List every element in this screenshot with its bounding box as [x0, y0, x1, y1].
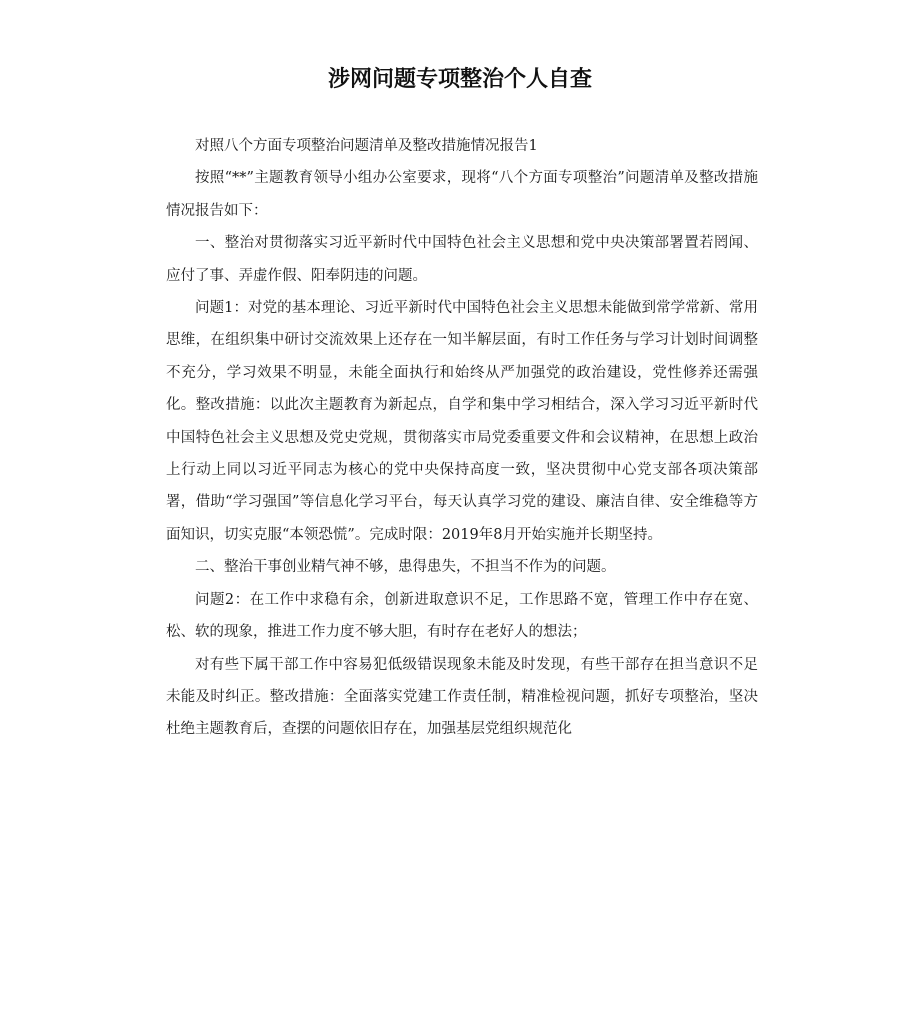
document-body	[166, 130, 758, 746]
paragraph-problem-two: 问题2：在工作中求稳有余，创新进取意识不足，工作思路不宽，管理工作中存在宽、松、软的现象，推进工作力度不够大胆，有时存在老好人的想法；	[166, 591, 758, 641]
paragraph-intro: 按照“**”主题教育领导小组办公室要求，现将“八个方面专项整治”问题清单及整改措施情况报告如下：	[166, 170, 758, 219]
document-title: 涉网问题专项整治个人自查	[327, 67, 592, 92]
paragraph-section-two: 二、整治干事创业精气神不够，患得患失，不担当不作为的问题。	[195, 559, 616, 576]
paragraph-section-one: 一、整治对贯彻落实习近平新时代中国特色社会主义思想和党中央决策部署置若罔闻、应付了事、弄虚作假、阳奉阴违的问题。	[166, 235, 758, 284]
paragraph-problem-one: 问题1：对党的基本理论、习近平新时代中国特色社会主义思想未能做到常学常新、常用思维，在组织集中研讨交流效果上还存在一知半解层面，有时工作任务与学习计划时间调整不充分，学习效果不明显，未能全面执行和始终从严加强党的政治建设，党性修养还需强化。整改措施：以此次主题教育为新起点，自学和集中学习相结合，深入学习习近平新时代中国特色社会主义思想及党史党规，贯彻落实市局党委重要文件和会议精神，在思想上政治上行动上同以习近平同志为核心的党中央保持高度一致，坚决贯彻中心党支部各项决策部署，借助“学习强国”等信息化学习平台，每天认真学习党的建设、廉洁自律、安全维稳等方面知识，切实克服“本领恐慌”。完成时限：2019年8月开始实施并长期坚持。	[166, 300, 758, 543]
paragraph-problem-two-continued: 对有些下属干部工作中容易犯低级错误现象未能及时发现，有些干部存在担当意识不足未能及时纠正。整改措施：全面落实党建工作责任制，精准检视问题，抓好专项整治，坚决杜绝主题教育后，查摆的问题依旧存在，加强基层党组织规范化	[166, 656, 758, 738]
paragraph-report-heading: 对照八个方面专项整治问题清单及整改措施情况报告1	[195, 138, 538, 154]
